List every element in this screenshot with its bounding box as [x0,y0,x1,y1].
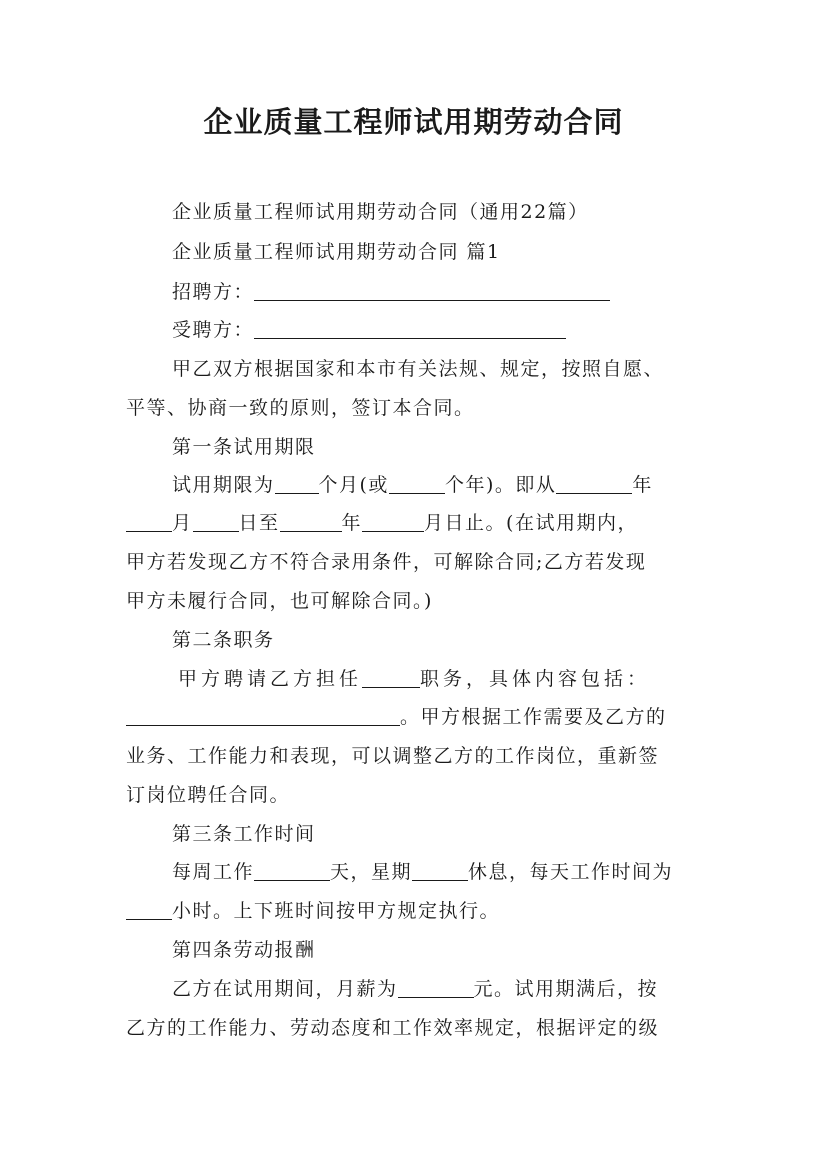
intro-line-2: 平等、协商一致的原则，签订本合同。 [126,397,475,419]
text-fragment: 试用期限为 [172,474,275,496]
blank-end-month [362,513,424,532]
text-fragment: 每周工作 [172,861,255,883]
text-fragment: 个月(或 [318,474,389,496]
blank-end-year [280,513,342,532]
article-1-line-1 [172,473,706,497]
article-4-heading: 第四条劳动报酬 [172,939,316,961]
text-fragment: 个年)。即从 [444,474,557,496]
text-fragment: 甲方聘请乙方担任 [178,668,363,690]
text-fragment: 。甲方根据工作需要及乙方的 [400,706,667,728]
blank-start-month [126,513,172,532]
article-1-line-2 [126,511,706,535]
article-2-line-4: 订岗位聘任合同。 [126,784,291,806]
text-fragment: 日至 [238,512,280,534]
employee-blank [254,320,566,339]
article-2-heading: 第二条职务 [172,629,275,651]
article-1-line-3: 甲方若发现乙方不符合录用条件，可解除合同;乙方若发现 [126,551,647,573]
employer-blank [254,282,610,301]
employer-line [172,280,706,304]
text-fragment: 元。试用期满后，按 [473,978,659,1000]
text-fragment: 年 [632,474,653,496]
text-fragment: 月 [172,512,193,534]
blank-start-day [193,513,239,532]
blank-workdays [254,862,330,881]
article-2-line-3: 业务、工作能力和表现，可以调整乙方的工作岗位，重新签 [126,745,660,767]
article-2-line-1 [178,667,706,691]
article-4-line-1 [172,977,706,1001]
employee-line [172,318,706,342]
article-1-line-4: 甲方未履行合同，也可解除合同。) [126,590,433,612]
article-4-line-2: 乙方的工作能力、劳动态度和工作效率规定，根据评定的级 [126,1017,660,1039]
article-3-heading: 第三条工作时间 [172,823,316,845]
text-fragment: 天，星期 [330,861,413,883]
employee-label: 受聘方： [172,319,255,341]
blank-duties [126,707,400,726]
blank-start-year [556,475,632,494]
article-3-line-2 [126,899,706,923]
article-1-heading: 第一条试用期限 [172,436,316,458]
part-heading: 企业质量工程师试用期劳动合同 篇1 [172,241,501,263]
employer-label: 招聘方： [172,281,255,303]
text-fragment: 休息，每天工作时间为 [468,861,674,883]
blank-rest-day [412,862,468,881]
article-2-line-2 [126,705,706,729]
intro-line-1: 甲乙双方根据国家和本市有关法规、规定，按照自愿、 [172,358,665,380]
document-title: 企业质量工程师试用期劳动合同 [203,105,624,139]
blank-years [389,475,445,494]
text-fragment: 职务，具体内容包括： [420,668,651,690]
subtitle: 企业质量工程师试用期劳动合同（通用22篇） [172,201,589,223]
text-fragment: 小时。上下班时间按甲方规定执行。 [172,900,501,922]
blank-salary [398,979,474,998]
blank-months [275,475,319,494]
text-fragment: 月日止。(在试用期内， [424,512,638,534]
blank-hours [126,901,172,920]
blank-position [362,669,420,688]
text-fragment: 年 [341,512,363,534]
article-3-line-1 [172,860,706,884]
text-fragment: 乙方在试用期间，月薪为 [172,978,398,1000]
